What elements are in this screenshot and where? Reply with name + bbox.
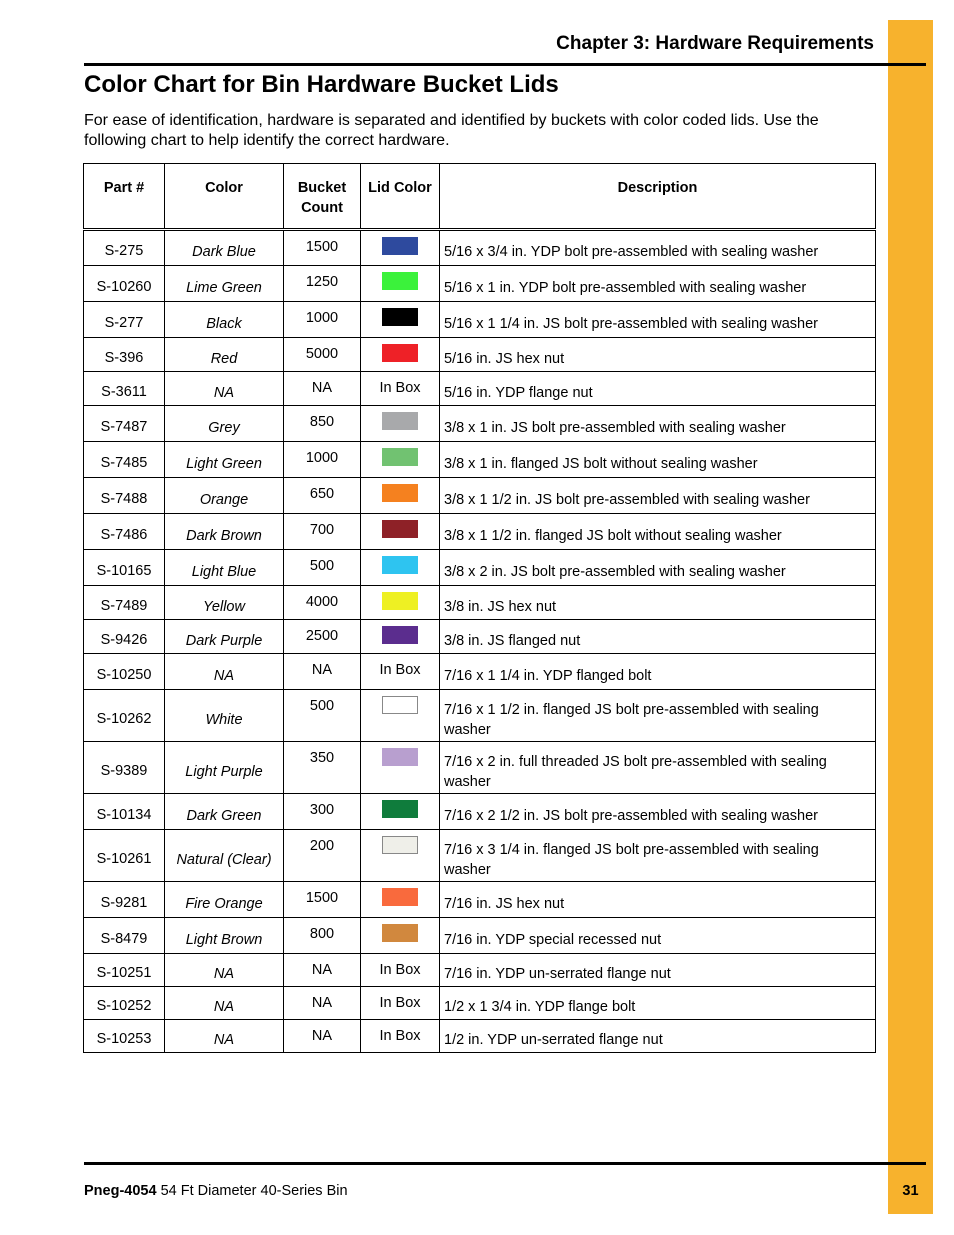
bucket-count-cell: 500 <box>284 690 361 742</box>
part-number-cell: S-7487 <box>84 406 165 442</box>
lid-color-swatch <box>382 888 418 906</box>
color-name-cell: Light Green <box>165 442 284 478</box>
color-name-cell: NA <box>165 987 284 1020</box>
lid-color-cell <box>361 654 440 690</box>
bucket-count-cell: 500 <box>284 550 361 586</box>
part-number-cell: S-10252 <box>84 987 165 1020</box>
lid-color-swatch <box>382 412 418 430</box>
description-cell: 3/8 x 1 in. JS bolt pre-assembled with sealing washer <box>440 406 876 442</box>
part-number-cell: S-10260 <box>84 266 165 302</box>
description-cell: 1/2 in. YDP un-serrated flange nut <box>440 1020 876 1053</box>
description-cell: 3/8 x 1 in. flanged JS bolt without sealing washer <box>440 442 876 478</box>
header-color: Color <box>165 164 284 230</box>
bucket-count-cell: 650 <box>284 478 361 514</box>
bucket-count-cell: 1500 <box>284 230 361 266</box>
description-cell: 5/16 in. JS hex nut <box>440 338 876 372</box>
header-lid-color: Lid Color <box>361 164 440 230</box>
lid-color-cell <box>361 514 440 550</box>
lid-color-cell <box>361 882 440 918</box>
color-name-cell: Light Brown <box>165 918 284 954</box>
lid-color-swatch <box>382 237 418 255</box>
page-number: 31 <box>902 1183 919 1199</box>
part-number-cell: S-10253 <box>84 1020 165 1053</box>
lid-color-cell <box>361 372 440 406</box>
part-number-cell: S-277 <box>84 302 165 338</box>
lid-color-swatch <box>382 448 418 466</box>
part-number-cell: S-10251 <box>84 954 165 987</box>
bucket-count-cell: 1000 <box>284 302 361 338</box>
description-cell: 7/16 x 3 1/4 in. flanged JS bolt pre-assembled with sealing washer <box>440 830 876 882</box>
color-chart-table-wrap <box>83 163 875 1053</box>
header-bucket-line2: Count <box>301 200 343 216</box>
description-cell: 5/16 x 1 in. YDP bolt pre-assembled with sealing washer <box>440 266 876 302</box>
bucket-count-cell: NA <box>284 1020 361 1053</box>
lid-in-box-label: In Box <box>379 962 421 978</box>
table-body <box>84 230 876 1053</box>
part-number-cell: S-7489 <box>84 586 165 620</box>
lid-color-swatch <box>382 800 418 818</box>
footer-doc-title: 54 Ft Diameter 40-Series Bin <box>160 1183 348 1199</box>
description-cell: 7/16 in. JS hex nut <box>440 882 876 918</box>
lid-color-cell <box>361 266 440 302</box>
bucket-count-cell: 1250 <box>284 266 361 302</box>
bucket-count-cell: 200 <box>284 830 361 882</box>
table-row <box>84 690 876 742</box>
bucket-count-cell: 800 <box>284 918 361 954</box>
lid-color-cell <box>361 442 440 478</box>
description-cell: 5/16 x 3/4 in. YDP bolt pre-assembled with sealing washer <box>440 230 876 266</box>
bucket-count-cell: 850 <box>284 406 361 442</box>
description-cell: 5/16 x 1 1/4 in. JS bolt pre-assembled with sealing washer <box>440 302 876 338</box>
table-row <box>84 830 876 882</box>
lid-in-box-label: In Box <box>379 380 421 396</box>
color-name-cell: Light Blue <box>165 550 284 586</box>
table-row <box>84 654 876 690</box>
bucket-count-cell: 2500 <box>284 620 361 654</box>
lid-color-cell <box>361 830 440 882</box>
color-name-cell: NA <box>165 372 284 406</box>
header-rule <box>84 63 926 66</box>
header-description: Description <box>440 164 876 230</box>
header-bucket-count <box>284 164 361 230</box>
lid-color-swatch <box>382 696 418 714</box>
table-row <box>84 794 876 830</box>
color-name-cell: Yellow <box>165 586 284 620</box>
lid-color-cell <box>361 987 440 1020</box>
lid-color-swatch <box>382 556 418 574</box>
lid-in-box-label: In Box <box>379 995 421 1011</box>
table-row <box>84 442 876 478</box>
lid-color-cell <box>361 918 440 954</box>
description-cell: 7/16 in. YDP special recessed nut <box>440 918 876 954</box>
part-number-cell: S-10261 <box>84 830 165 882</box>
bucket-count-cell: NA <box>284 372 361 406</box>
description-cell: 3/8 x 2 in. JS bolt pre-assembled with sealing washer <box>440 550 876 586</box>
lid-in-box-label: In Box <box>379 1028 421 1044</box>
lid-color-cell <box>361 620 440 654</box>
bucket-count-cell: 350 <box>284 742 361 794</box>
part-number-cell: S-10134 <box>84 794 165 830</box>
lid-color-swatch <box>382 344 418 362</box>
table-row <box>84 266 876 302</box>
description-cell: 7/16 x 1 1/2 in. flanged JS bolt pre-assembled with sealing washer <box>440 690 876 742</box>
lid-color-swatch <box>382 308 418 326</box>
lid-color-cell <box>361 338 440 372</box>
bucket-count-cell: 700 <box>284 514 361 550</box>
color-name-cell: NA <box>165 954 284 987</box>
bucket-count-cell: 4000 <box>284 586 361 620</box>
lid-color-cell <box>361 954 440 987</box>
color-name-cell: Light Purple <box>165 742 284 794</box>
color-name-cell: Lime Green <box>165 266 284 302</box>
bucket-count-cell: NA <box>284 654 361 690</box>
footer-doc-id: Pneg-4054 <box>84 1183 157 1199</box>
part-number-cell: S-9389 <box>84 742 165 794</box>
table-row <box>84 620 876 654</box>
color-name-cell: Dark Green <box>165 794 284 830</box>
table-row <box>84 954 876 987</box>
table-row <box>84 742 876 794</box>
description-cell: 3/8 in. JS flanged nut <box>440 620 876 654</box>
color-name-cell: Dark Brown <box>165 514 284 550</box>
table-row <box>84 514 876 550</box>
description-cell: 7/16 in. YDP un-serrated flange nut <box>440 954 876 987</box>
part-number-cell: S-8479 <box>84 918 165 954</box>
lid-color-swatch <box>382 924 418 942</box>
table-row <box>84 338 876 372</box>
table-row <box>84 550 876 586</box>
description-cell: 7/16 x 1 1/4 in. YDP flanged bolt <box>440 654 876 690</box>
description-cell: 7/16 x 2 in. full threaded JS bolt pre-assembled with sealing washer <box>440 742 876 794</box>
table-row <box>84 302 876 338</box>
lid-color-swatch <box>382 836 418 854</box>
description-cell: 3/8 x 1 1/2 in. flanged JS bolt without sealing washer <box>440 514 876 550</box>
bucket-count-cell: NA <box>284 954 361 987</box>
part-number-cell: S-3611 <box>84 372 165 406</box>
table-row <box>84 586 876 620</box>
lid-color-swatch <box>382 520 418 538</box>
color-name-cell: Red <box>165 338 284 372</box>
lid-color-swatch <box>382 748 418 766</box>
lid-color-cell <box>361 230 440 266</box>
bucket-count-cell: 1000 <box>284 442 361 478</box>
table-row <box>84 882 876 918</box>
color-name-cell: Black <box>165 302 284 338</box>
lid-color-cell <box>361 794 440 830</box>
color-name-cell: Dark Purple <box>165 620 284 654</box>
lid-color-swatch <box>382 272 418 290</box>
part-number-cell: S-9426 <box>84 620 165 654</box>
description-cell: 7/16 x 2 1/2 in. JS bolt pre-assembled with sealing washer <box>440 794 876 830</box>
color-name-cell: NA <box>165 1020 284 1053</box>
bucket-count-cell: 1500 <box>284 882 361 918</box>
footer-doc-info <box>84 1183 348 1199</box>
bucket-count-cell: NA <box>284 987 361 1020</box>
footer-rule <box>84 1162 926 1165</box>
part-number-cell: S-7486 <box>84 514 165 550</box>
part-number-cell: S-275 <box>84 230 165 266</box>
bucket-count-cell: 5000 <box>284 338 361 372</box>
table-row <box>84 406 876 442</box>
part-number-cell: S-396 <box>84 338 165 372</box>
color-name-cell: Fire Orange <box>165 882 284 918</box>
lid-color-swatch <box>382 626 418 644</box>
lid-color-cell <box>361 406 440 442</box>
color-name-cell: Dark Blue <box>165 230 284 266</box>
description-cell: 1/2 x 1 3/4 in. YDP flange bolt <box>440 987 876 1020</box>
page-title: Color Chart for Bin Hardware Bucket Lids <box>84 71 559 98</box>
chapter-header: Chapter 3: Hardware Requirements <box>556 33 874 54</box>
color-name-cell: Grey <box>165 406 284 442</box>
lid-in-box-label: In Box <box>379 662 421 678</box>
lid-color-cell <box>361 550 440 586</box>
table-row <box>84 230 876 266</box>
description-cell: 5/16 in. YDP flange nut <box>440 372 876 406</box>
description-cell: 3/8 in. JS hex nut <box>440 586 876 620</box>
part-number-cell: S-10165 <box>84 550 165 586</box>
part-number-cell: S-9281 <box>84 882 165 918</box>
table-row <box>84 987 876 1020</box>
lid-color-cell <box>361 1020 440 1053</box>
lid-color-cell <box>361 742 440 794</box>
lid-color-cell <box>361 586 440 620</box>
bucket-count-cell: 300 <box>284 794 361 830</box>
header-bucket-line1: Bucket <box>297 180 347 196</box>
table-row <box>84 1020 876 1053</box>
part-number-cell: S-7488 <box>84 478 165 514</box>
side-color-tab <box>888 20 933 1214</box>
lid-color-cell <box>361 690 440 742</box>
table-row <box>84 478 876 514</box>
table-row <box>84 918 876 954</box>
intro-paragraph: For ease of identification, hardware is separated and identified by buckets with color coded lids. Use the following chart to help identify the correct hardware. <box>84 112 819 149</box>
color-name-cell: Natural (Clear) <box>165 830 284 882</box>
part-number-cell: S-10262 <box>84 690 165 742</box>
table-header-row <box>84 164 876 230</box>
color-name-cell: Orange <box>165 478 284 514</box>
part-number-cell: S-10250 <box>84 654 165 690</box>
header-part: Part # <box>84 164 165 230</box>
color-name-cell: White <box>165 690 284 742</box>
description-cell: 3/8 x 1 1/2 in. JS bolt pre-assembled with sealing washer <box>440 478 876 514</box>
lid-color-swatch <box>382 484 418 502</box>
color-name-cell: NA <box>165 654 284 690</box>
part-number-cell: S-7485 <box>84 442 165 478</box>
lid-color-cell <box>361 302 440 338</box>
lid-color-swatch <box>382 592 418 610</box>
table-row <box>84 372 876 406</box>
lid-color-cell <box>361 478 440 514</box>
color-chart-table <box>83 163 876 1053</box>
